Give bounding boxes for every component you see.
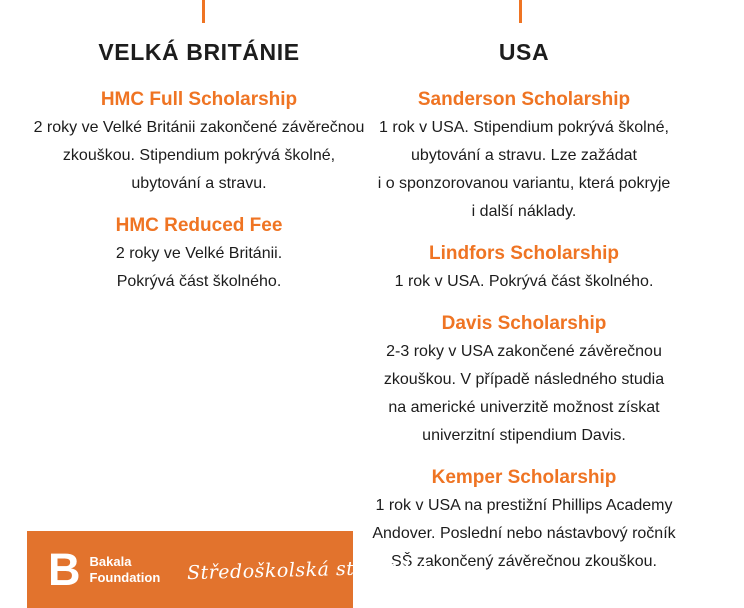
body-line: na americké univerzitě možnost získat: [388, 399, 660, 416]
footer-banner: [27, 531, 430, 608]
scholarship-section: [341, 310, 707, 450]
scholarship-heading: HMC Full Scholarship: [100, 89, 298, 110]
body-line: 2-3 roky v USA zakončené závěrečnou: [386, 343, 662, 360]
scholarship-section: [341, 86, 707, 226]
column-tick-icon: [202, 0, 205, 23]
body-line: Andover. Poslední nebo nástavbový ročník: [372, 525, 676, 542]
body-line: Pokrývá část školného.: [116, 273, 282, 290]
body-line: 2 roky ve Velké Británii.: [115, 245, 283, 262]
scholarship-heading: Lindfors Scholarship: [428, 243, 620, 264]
body-line: zkouškou. Stipendium pokrývá školné,: [62, 147, 336, 164]
scholarship-heading: Davis Scholarship: [441, 313, 607, 334]
scholarship-heading: Kemper Scholarship: [431, 467, 617, 488]
scholarship-section: [16, 212, 382, 296]
scholarship-heading: HMC Reduced Fee: [115, 215, 283, 236]
body-line: 1 rok v USA. Stipendium pokrývá školné,: [379, 119, 669, 136]
scholarship-section: [16, 86, 382, 198]
brand-line1: Bakala: [89, 553, 132, 569]
body-line: ubytování a stravu.: [131, 175, 267, 192]
scholarship-section: [341, 240, 707, 296]
brand-line2: Foundation: [89, 569, 161, 585]
body-line: 1 rok v USA na prestižní Phillips Academy: [375, 497, 673, 514]
column-usa: [341, 38, 707, 576]
bakala-logo-b-icon: B: [48, 543, 81, 595]
column-uk: [16, 38, 382, 296]
column-title: VELKÁ BRITÁNIE: [98, 39, 300, 65]
scholarship-heading: Sanderson Scholarship: [417, 89, 631, 110]
program-tagline: Středoškolská stipendia: [187, 555, 430, 584]
brand-name: [90, 554, 161, 586]
body-line: zkouškou. V případě následného studia: [383, 371, 665, 388]
body-line: i o sponzorovanou variantu, která pokryje: [377, 175, 671, 192]
column-title: USA: [498, 39, 550, 65]
column-tick-icon: [519, 0, 522, 23]
body-line: i další náklady.: [471, 203, 577, 220]
body-line: 2 roky ve Velké Británii zakončené závěrečnou: [33, 119, 365, 136]
body-line: univerzitní stipendium Davis.: [422, 427, 626, 444]
body-line: SŠ zakončený závěrečnou zkouškou.: [391, 553, 657, 570]
body-line: 1 rok v USA. Pokrývá část školného.: [394, 273, 654, 290]
body-line: ubytování a stravu. Lze zažádat: [411, 147, 637, 164]
